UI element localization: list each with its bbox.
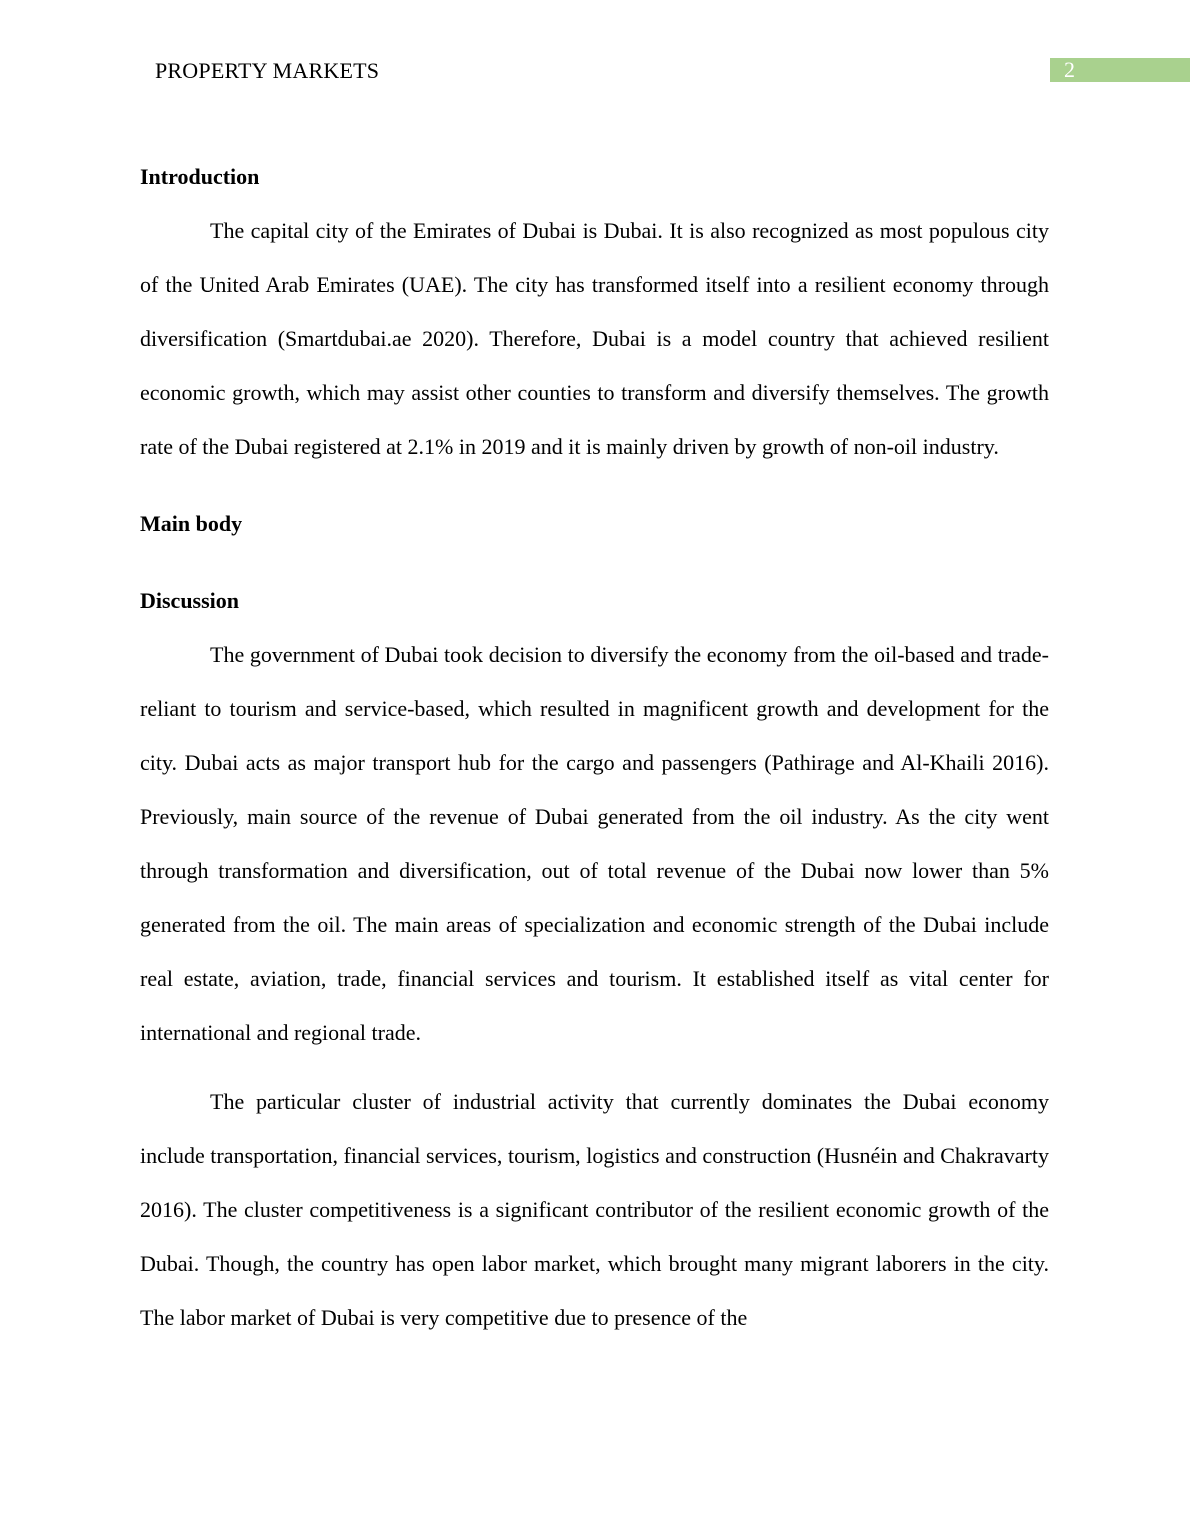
document-body xyxy=(140,150,1049,1345)
page-number: 2 xyxy=(1064,57,1075,82)
discussion-paragraph-2: The particular cluster of industrial activity that currently dominates the Dubai economy include transportation, financial services, tourism, logistics and construction (Husnéin and Chakravarty 2016). The cluster competitiveness is a significant contributor of the resilient economic growth of the Dubai. Though, the country has open labor market, which brought many migrant laborers in the city. The labor market of Dubai is very competitive due to presence of the xyxy=(140,1089,1049,1330)
introduction-paragraph: The capital city of the Emirates of Dubai is Dubai. It is also recognized as most populous city of the United Arab Emirates (UAE). The city has transformed itself into a resilient economy through diversification (Smartdubai.ae 2020). Therefore, Dubai is a model country that achieved resilient economic growth, which may assist other counties to transform and diversify themselves. The growth rate of the Dubai registered at 2.1% in 2019 and it is mainly driven by growth of non-oil industry. xyxy=(140,218,1049,459)
page-number-bar xyxy=(1050,58,1190,82)
introduction-heading: Introduction xyxy=(140,164,260,189)
spacer xyxy=(140,474,1049,497)
discussion-paragraph-1: The government of Dubai took decision to diversify the economy from the oil-based and trade-reliant to tourism and service-based, which resulted in magnificent growth and development for the city. Dubai acts as major transport hub for the cargo and passengers (Pathirage and Al-Khaili 2016). Previously, main source of the revenue of Dubai generated from the oil industry. As the city went through transformation and diversification, out of total revenue of the Dubai now lower than 5% generated from the oil. The main areas of specialization and economic strength of the Dubai include real estate, aviation, trade, financial services and tourism. It established itself as vital center for international and regional trade. xyxy=(140,642,1049,1045)
discussion-heading: Discussion xyxy=(140,588,240,613)
running-head: PROPERTY MARKETS xyxy=(155,58,380,83)
main-body-heading: Main body xyxy=(140,511,243,536)
spacer xyxy=(140,1060,1049,1075)
spacer xyxy=(140,551,1049,574)
